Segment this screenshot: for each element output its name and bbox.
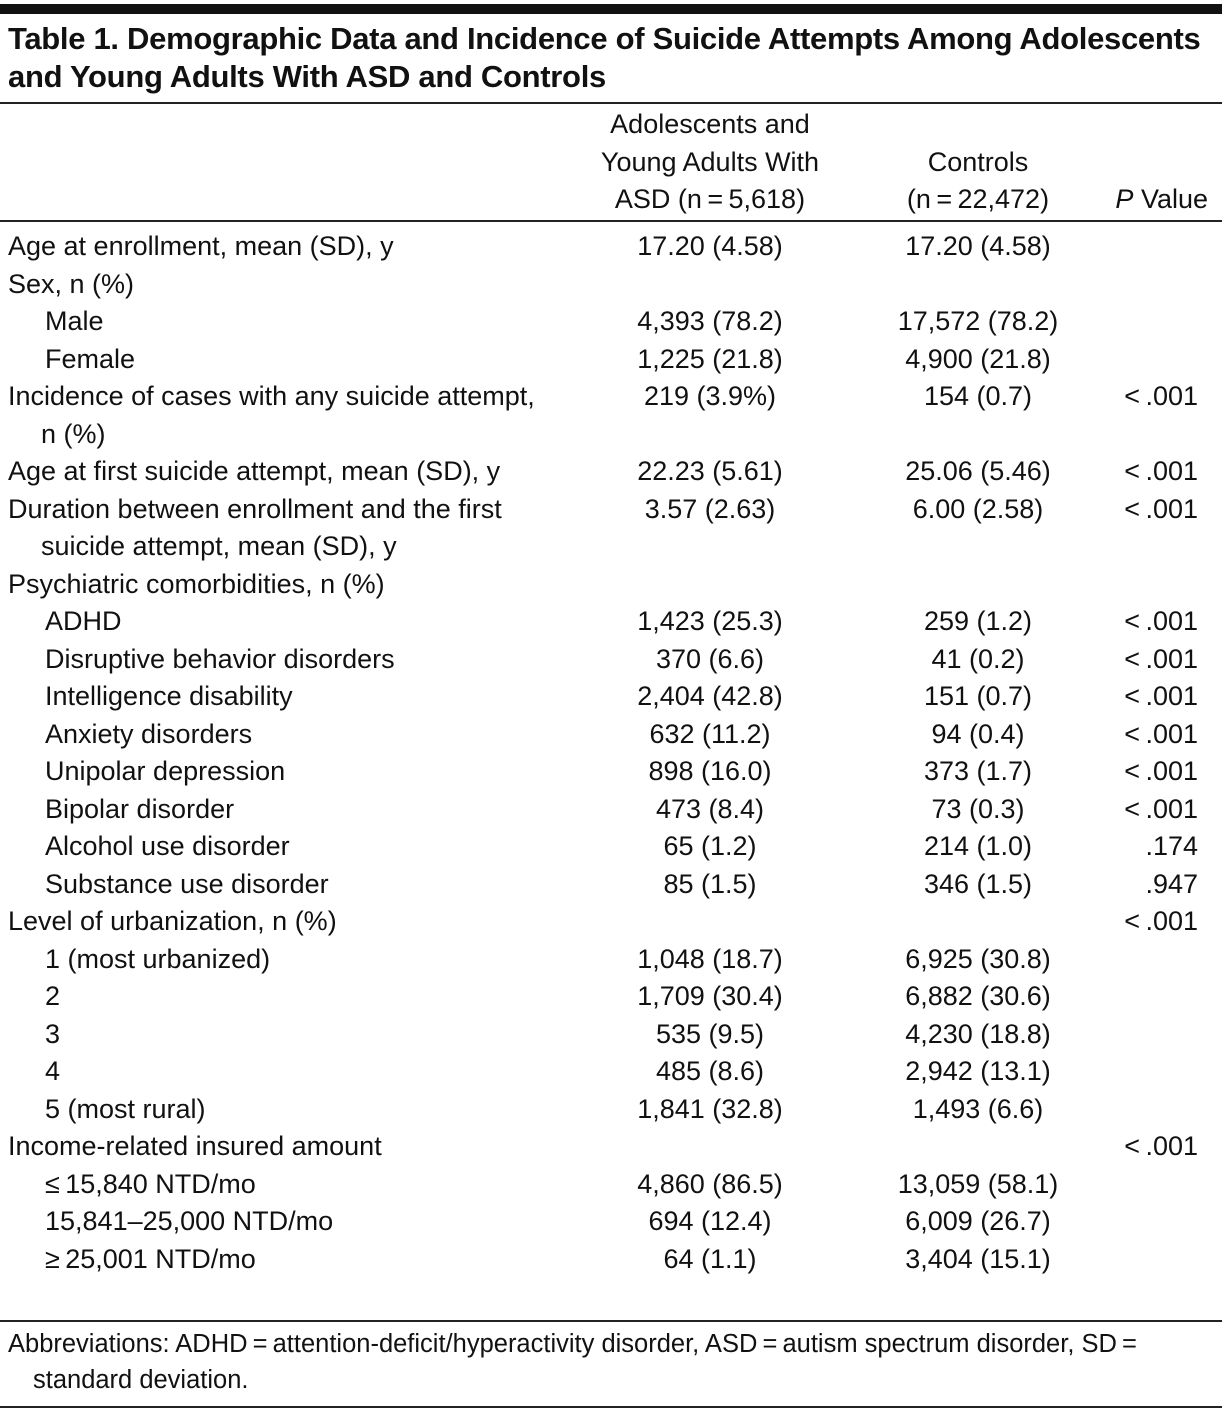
cell-controls: 346 (1.5) — [923, 868, 1033, 899]
cell-asd: 898 (16.0) — [648, 756, 772, 786]
cell-p-value: < .001 — [1124, 456, 1198, 486]
cell-asd: 64 (1.1) — [663, 1243, 757, 1274]
table-row — [0, 678, 1222, 716]
row-label: Psychiatric comorbidities, n (%) — [8, 568, 385, 599]
cell-p-value: .174 — [1145, 831, 1198, 861]
table-row — [0, 1016, 1222, 1054]
table-row — [0, 828, 1222, 866]
row-label: Bipolar disorder — [45, 793, 235, 824]
cell-controls: 6.00 (2.58) — [912, 493, 1044, 524]
row-label: Disruptive behavior disorders — [45, 643, 395, 674]
cell-asd: 1,709 (30.4) — [637, 981, 783, 1011]
header-asd — [560, 106, 860, 219]
cell-controls: 154 (0.7) — [923, 381, 1033, 411]
row-label: Level of urbanization, n (%) — [8, 906, 337, 936]
cell-asd: 2,404 (42.8) — [637, 681, 783, 711]
cell-asd: 65 (1.2) — [663, 831, 757, 861]
table-row — [0, 1203, 1222, 1241]
cell-controls: 25.06 (5.46) — [905, 456, 1051, 486]
cell-p-value: < .001 — [1124, 643, 1198, 674]
row-label: 1 (most urbanized) — [45, 943, 271, 974]
cell-asd: 4,860 (86.5) — [637, 1168, 783, 1199]
row-label: Intelligence disability — [45, 681, 293, 711]
row-label: ≥ 25,001 NTD/mo — [45, 1243, 256, 1274]
header-asd-line: Young Adults With — [600, 146, 820, 177]
bottom-rule — [0, 1406, 1222, 1408]
row-label: Alcohol use disorder — [45, 831, 290, 861]
footnote: Abbreviations: ADHD = attention-deficit/hyperactivity disorder, ASD = autism spectrum disorder, SD = standard deviation. — [8, 1330, 1143, 1394]
cell-p-value: .947 — [1145, 868, 1198, 899]
row-label: Unipolar depression — [45, 756, 286, 786]
table-row — [0, 1166, 1222, 1204]
header-asd-line: Adolescents and — [610, 109, 810, 139]
cell-controls: 4,230 (18.8) — [905, 1018, 1051, 1049]
cell-controls: 17.20 (4.58) — [905, 231, 1051, 261]
cell-controls: 151 (0.7) — [923, 681, 1033, 711]
header-rule — [0, 220, 1222, 222]
cell-asd: 370 (6.6) — [655, 643, 765, 674]
cell-asd: 219 (3.9%) — [643, 381, 777, 411]
table-row — [0, 266, 1222, 304]
cell-asd: 694 (12.4) — [648, 1206, 772, 1236]
table-row — [0, 603, 1222, 641]
table-row — [0, 1091, 1222, 1129]
cell-controls: 373 (1.7) — [923, 756, 1033, 786]
row-label: ≤ 15,840 NTD/mo — [45, 1168, 256, 1199]
row-label: Substance use disorder — [45, 868, 329, 899]
title-rule — [0, 102, 1222, 104]
cell-controls: 41 (0.2) — [931, 643, 1025, 674]
cell-controls: 6,009 (26.7) — [905, 1206, 1051, 1236]
cell-controls: 1,493 (6.6) — [912, 1093, 1044, 1124]
cell-p-value: < .001 — [1124, 756, 1198, 786]
cell-asd: 4,393 (78.2) — [637, 306, 783, 336]
table-row — [0, 716, 1222, 754]
row-label: ADHD — [45, 606, 122, 636]
cell-controls: 4,900 (21.8) — [905, 343, 1051, 374]
row-label: Age at first suicide attempt, mean (SD), y — [8, 456, 501, 486]
table-row — [0, 378, 1222, 453]
cell-asd: 1,841 (32.8) — [637, 1093, 783, 1124]
header-asd-line: ASD (n = 5,618) — [614, 184, 806, 214]
table-row — [0, 978, 1222, 1016]
row-label: Anxiety disorders — [45, 718, 253, 749]
cell-p-value: < .001 — [1124, 718, 1198, 749]
table-row — [0, 303, 1222, 341]
row-label: 4 — [45, 1056, 61, 1086]
cell-asd: 22.23 (5.61) — [637, 456, 783, 486]
table-row — [0, 753, 1222, 791]
table-row — [0, 941, 1222, 979]
cell-controls: 214 (1.0) — [923, 831, 1033, 861]
cell-controls: 259 (1.2) — [923, 606, 1033, 636]
cell-asd: 85 (1.5) — [663, 868, 757, 899]
row-label: 15,841–25,000 NTD/mo — [45, 1206, 334, 1236]
body-rule — [0, 1320, 1222, 1322]
row-label: 3 — [45, 1018, 61, 1049]
header-p-italic: P — [1115, 184, 1134, 214]
cell-asd: 632 (11.2) — [649, 718, 771, 749]
row-label: 2 — [45, 981, 61, 1011]
table-row — [0, 1053, 1222, 1091]
cell-asd: 1,423 (25.3) — [637, 606, 783, 636]
cell-controls: 13,059 (58.1) — [897, 1168, 1059, 1199]
table-row — [0, 491, 1222, 566]
cell-asd: 17.20 (4.58) — [637, 231, 783, 261]
row-label: Female — [45, 343, 136, 374]
header-controls-line: (n = 22,472) — [906, 184, 1050, 214]
cell-asd: 535 (9.5) — [655, 1018, 765, 1049]
table-row — [0, 791, 1222, 829]
table-body — [0, 228, 1222, 1278]
cell-p-value: < .001 — [1124, 381, 1198, 411]
header-p-label: Value — [1133, 184, 1208, 214]
cell-p-value: < .001 — [1124, 493, 1198, 524]
cell-controls: 6,925 (30.8) — [905, 943, 1051, 974]
cell-asd: 485 (8.6) — [655, 1056, 765, 1086]
top-rule — [0, 4, 1222, 14]
cell-controls: 73 (0.3) — [931, 793, 1025, 824]
cell-controls: 94 (0.4) — [931, 718, 1025, 749]
cell-p-value: < .001 — [1124, 681, 1198, 711]
row-label: Incidence of cases with any suicide attempt, n (%) — [8, 381, 535, 449]
table-row — [0, 1241, 1222, 1279]
table-row — [0, 903, 1222, 941]
cell-controls: 2,942 (13.1) — [905, 1056, 1051, 1086]
cell-asd: 473 (8.4) — [655, 793, 765, 824]
table-row — [0, 453, 1222, 491]
header-controls-line: Controls — [927, 146, 1029, 177]
cell-controls: 3,404 (15.1) — [905, 1243, 1051, 1274]
row-label: Age at enrollment, mean (SD), y — [8, 231, 394, 261]
row-label: Income-related insured amount — [8, 1131, 382, 1161]
header-controls — [858, 144, 1098, 219]
table-row — [0, 641, 1222, 679]
cell-controls: 17,572 (78.2) — [897, 306, 1059, 336]
cell-asd: 1,225 (21.8) — [637, 343, 783, 374]
table-row — [0, 341, 1222, 379]
cell-controls: 6,882 (30.6) — [905, 981, 1051, 1011]
table-row — [0, 566, 1222, 604]
table-row — [0, 866, 1222, 904]
cell-asd: 3.57 (2.63) — [644, 493, 776, 524]
cell-p-value: < .001 — [1124, 793, 1198, 824]
cell-p-value: < .001 — [1124, 906, 1198, 936]
row-label: Male — [45, 306, 104, 336]
cell-p-value: < .001 — [1124, 606, 1198, 636]
header-p-value — [1090, 181, 1208, 219]
cell-asd: 1,048 (18.7) — [637, 943, 783, 974]
row-label: Sex, n (%) — [8, 268, 135, 299]
row-label: 5 (most rural) — [45, 1093, 206, 1124]
row-label: Duration between enrollment and the first suicide attempt, mean (SD), y — [8, 493, 502, 561]
table-row — [0, 1128, 1222, 1166]
table-title: Table 1. Demographic Data and Incidence of Suicide Attempts Among Adolescents and Young Adults With ASD and Controls — [8, 21, 1201, 94]
cell-p-value: < .001 — [1124, 1131, 1198, 1161]
table-row — [0, 228, 1222, 266]
